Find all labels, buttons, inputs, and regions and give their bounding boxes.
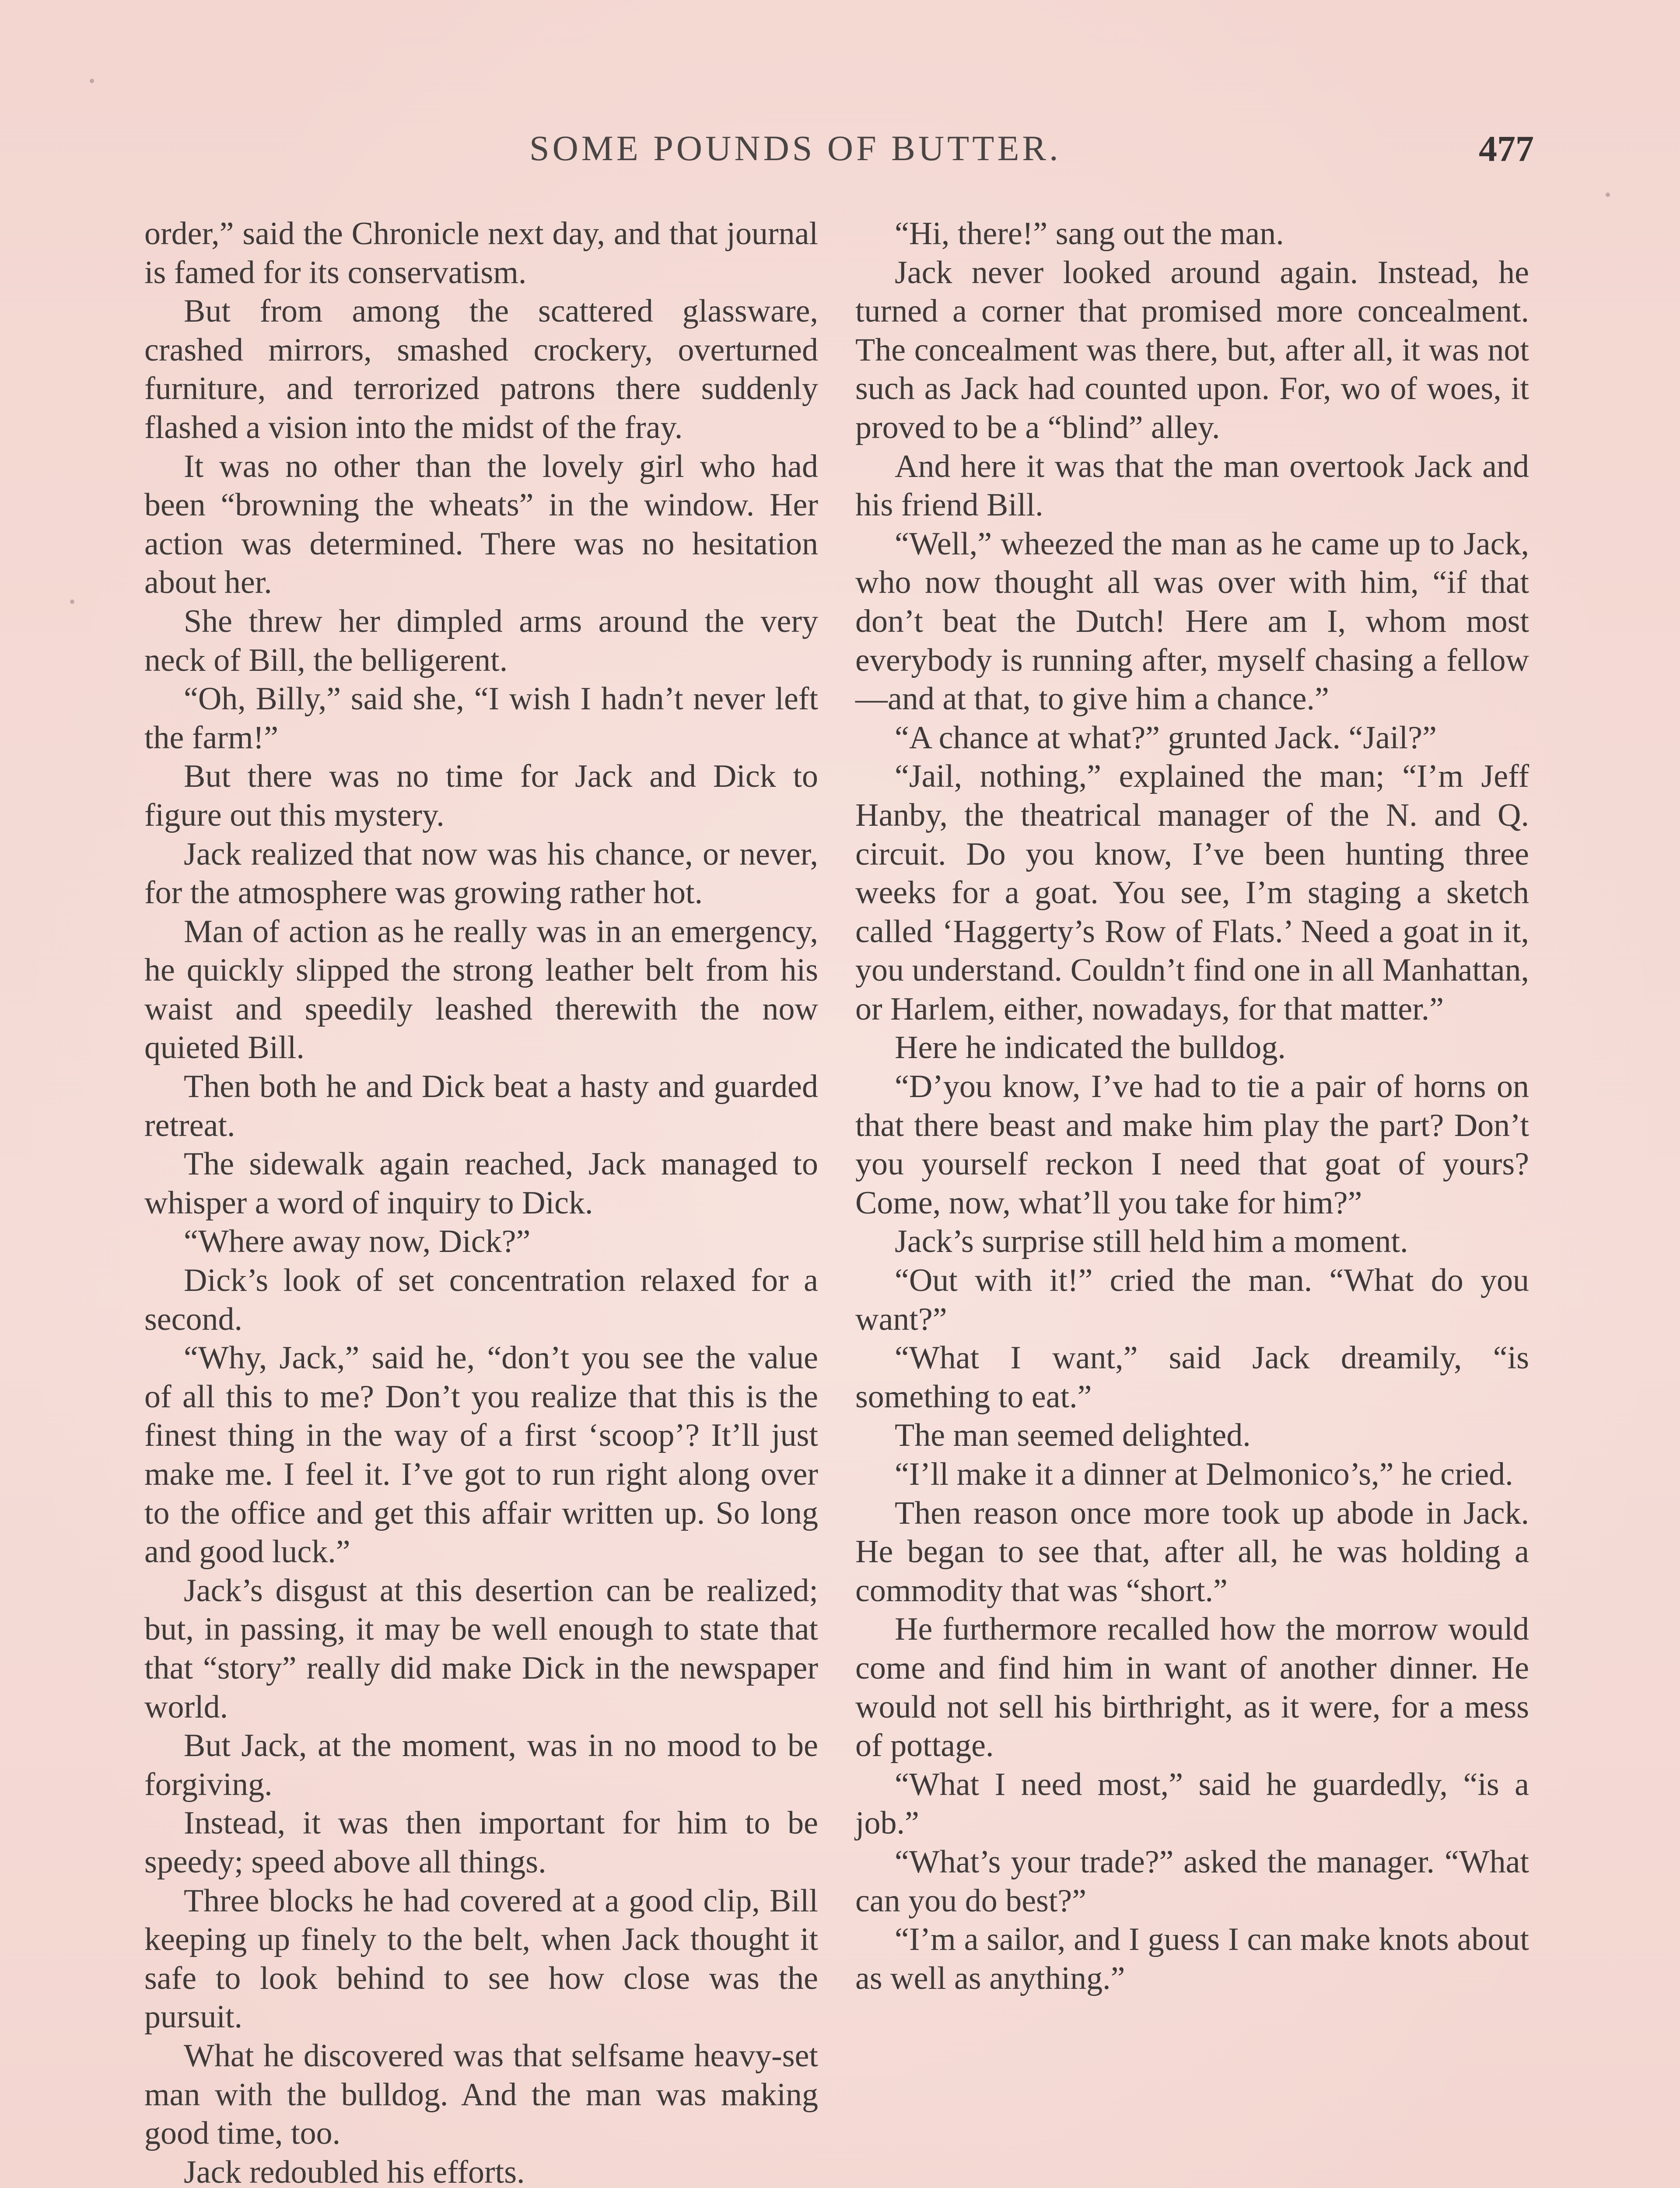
paragraph: Three blocks he had covered at a good clip, Bill keeping up finely to the belt, when Jack thought it safe to look behind to see how close was the pursuit.	[144, 1883, 818, 2035]
paragraph: “Oh, Billy,” said she, “I wish I hadn’t never left the farm!”	[144, 681, 818, 756]
running-header-title: SOME POUNDS OF BUTTER.	[529, 128, 1061, 168]
paragraph: And here it was that the man overtook Jack and his friend Bill.	[855, 448, 1529, 523]
paragraph: “Why, Jack,” said he, “don’t you see the value of all this to me? Don’t you realize that this is the finest thing in the way of a first ‘scoop’? It’ll just make me. I feel it. I’ve got to run right along over to the office and get this affair written up. So long and good luck.”	[144, 1340, 818, 1570]
paragraph: “A chance at what?” grunted Jack. “Jail?”	[895, 719, 1437, 756]
paragraph: “Hi, there!” sang out the man.	[895, 216, 1284, 252]
paragraph: But Jack, at the moment, was in no mood to be forgiving.	[144, 1728, 818, 1802]
paragraph: He furthermore recalled how the morrow would come and find him in want of another dinner. He would not sell his birthright, as it were, for a mess of pottage.	[855, 1611, 1529, 1764]
right-text-column	[855, 214, 1529, 1998]
paragraph: “Well,” wheezed the man as he came up to Jack, who now thought all was over with him, “if that don’t beat the Dutch! Here am I, whom most everybody is running after, myself chasing a fellow—and at that, to give him a chance.”	[855, 526, 1529, 717]
paragraph: “I’m a sailor, and I guess I can make knots about as well as anything.”	[855, 1922, 1529, 1996]
paragraph: The man seemed delighted.	[895, 1417, 1251, 1454]
paper-speck	[1606, 193, 1610, 197]
paragraph: Jack’s disgust at this desertion can be realized; but, in passing, it may be well enough to state that that “story” really did make Dick in the newspaper world.	[144, 1572, 818, 1725]
paragraph: She threw her dimpled arms around the very neck of Bill, the belligerent.	[144, 603, 818, 678]
left-text-column	[144, 214, 818, 2188]
paragraph: “Jail, nothing,” explained the man; “I’m Jeff Hanby, the theatrical manager of the N. and Q. circuit. Do you know, I’ve been hunting three weeks for a goat. You see, I’m staging a sketch called ‘Haggerty’s Row of Flats.’ Need a goat in it, you understand. Couldn’t find one in all Manhattan, or Harlem, either, nowadays, for that matter.”	[855, 758, 1529, 1027]
paragraph: “Out with it!” cried the man. “What do you want?”	[855, 1262, 1529, 1337]
paragraph: “Where away now, Dick?”	[184, 1224, 531, 1260]
paragraph: order,” said the Chronicle next day, and that journal is famed for its conservatism.	[144, 216, 818, 291]
paragraph: Jack’s surprise still held him a moment.	[895, 1224, 1408, 1260]
paragraph: Man of action as he really was in an emergency, he quickly slipped the strong leather belt from his waist and speedily leashed therewith the now quieted Bill.	[144, 913, 818, 1066]
paragraph: Dick’s look of set concentration relaxed for a second.	[144, 1262, 818, 1337]
paragraph: “D’you know, I’ve had to tie a pair of horns on that there beast and make him play the part? Don’t you yourself reckon I need that goat of yours? Come, now, what’ll you take for him?”	[855, 1069, 1529, 1221]
paragraph: “What I need most,” said he guardedly, “is a job.”	[855, 1766, 1529, 1841]
paragraph: Jack never looked around again. Instead, he turned a corner that promised more concealment. The concealment was there, but, after all, it was not such as Jack had counted upon. For, wo of woes, it proved to be a “blind” alley.	[855, 254, 1529, 445]
paragraph: “I’ll make it a dinner at Delmonico’s,” he cried.	[895, 1456, 1513, 1492]
paragraph: Here he indicated the bulldog.	[895, 1030, 1286, 1066]
paper-speck	[90, 79, 94, 83]
paragraph: “What’s your trade?” asked the manager. “What can you do best?”	[855, 1844, 1529, 1919]
paragraph: What he discovered was that selfsame heavy-set man with the bulldog. And the man was making good time, too.	[144, 2037, 818, 2152]
paragraph: Jack realized that now was his chance, or never, for the atmosphere was growing rather hot.	[144, 836, 818, 911]
paragraph: Jack redoubled his efforts.	[184, 2154, 525, 2188]
page-number: 477	[1479, 129, 1534, 169]
paragraph: Then both he and Dick beat a hasty and guarded retreat.	[144, 1069, 818, 1143]
paragraph: But there was no time for Jack and Dick to figure out this mystery.	[144, 758, 818, 833]
paragraph: Instead, it was then important for him to be speedy; speed above all things.	[144, 1805, 818, 1880]
paper-speck	[70, 600, 74, 604]
paragraph: The sidewalk again reached, Jack managed to whisper a word of inquiry to Dick.	[144, 1146, 818, 1221]
paragraph: But from among the scattered glassware, crashed mirrors, smashed crockery, overturned furniture, and terrorized patrons there suddenly flashed a vision into the midst of the fray.	[144, 293, 818, 445]
paragraph: “What I want,” said Jack dreamily, “is something to eat.”	[855, 1340, 1529, 1415]
paragraph: It was no other than the lovely girl who had been “browning the wheats” in the window. Her action was determined. There was no hesitation about her.	[144, 448, 818, 601]
paragraph: Then reason once more took up abode in Jack. He began to see that, after all, he was holding a commodity that was “short.”	[855, 1495, 1529, 1609]
